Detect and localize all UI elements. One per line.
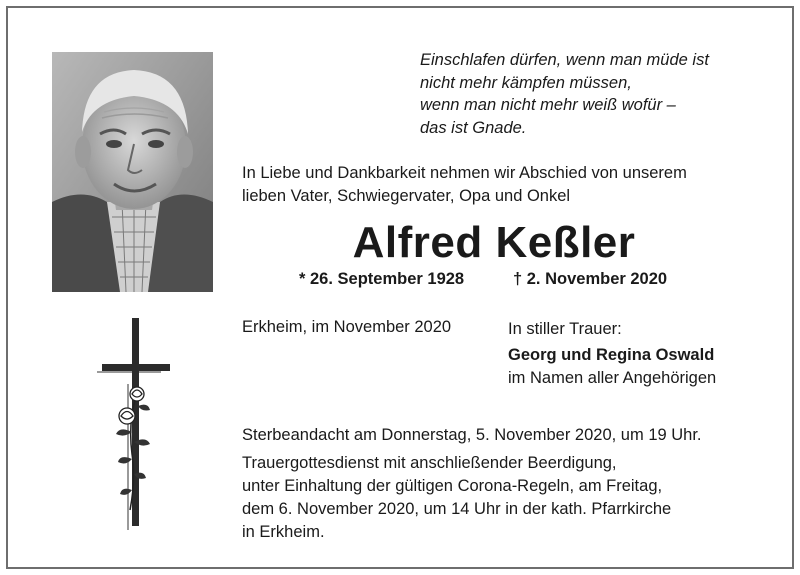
mourners-on-behalf: im Namen aller Angehörigen [508, 369, 717, 387]
intro-line: lieben Vater, Schwiegervater, Opa und Onkel [242, 187, 571, 205]
portrait-photo [52, 52, 213, 292]
poem-line: das ist Gnade. [420, 118, 527, 137]
mourners-names: Georg und Regina Oswald [508, 346, 715, 364]
mourners-block [508, 318, 716, 390]
cross-with-rose-icon [92, 314, 176, 532]
poem-line: Einschlafen dürfen, wenn man müde ist [420, 51, 709, 69]
place-date: Erkheim, im November 2020 [242, 318, 452, 336]
death-date: † 2. November 2020 [513, 270, 668, 288]
prayer-service: Sterbeandacht am Donnerstag, 5. November 2020, um 19 Uhr. [242, 426, 702, 444]
intro-line: In Liebe und Dankbarkeit nehmen wir Abschied von unserem [242, 164, 687, 182]
funeral-line: unter Einhaltung der gültigen Corona-Regeln, am Freitag, [242, 477, 663, 495]
poem-line: wenn man nicht mehr weiß wofür – [420, 96, 676, 114]
funeral-line: in Erkheim. [242, 523, 325, 541]
poem-line: nicht mehr kämpfen müssen, [420, 73, 632, 92]
mourners-heading: In stiller Trauer: [508, 320, 622, 338]
birth-date: * 26. September 1928 [299, 270, 465, 288]
funeral-line: Trauergottesdienst mit anschließender Beerdigung, [242, 454, 617, 472]
funeral-line: dem 6. November 2020, um 14 Uhr in der kath. Pfarrkirche [242, 500, 672, 518]
intro-text [242, 162, 782, 208]
service-info [242, 424, 782, 544]
poem [420, 49, 780, 139]
deceased-name: Alfred Keßler [352, 218, 636, 267]
